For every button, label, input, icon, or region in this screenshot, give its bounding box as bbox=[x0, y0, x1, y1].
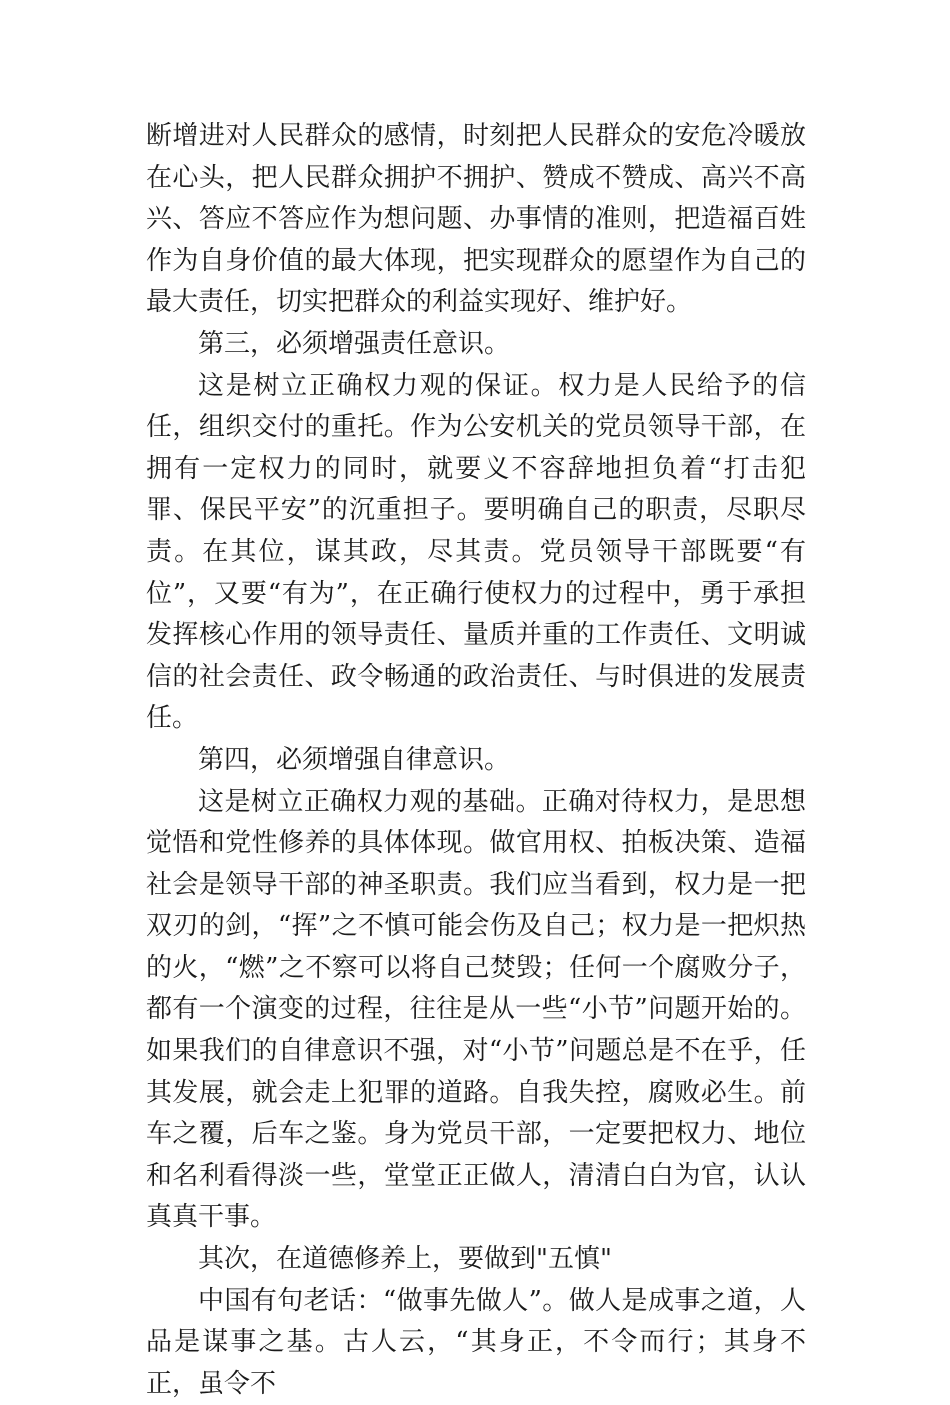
paragraph-proverb: 中国有句老话：“做事先做人”。做人是成事之道，人品是谋事之基。古人云，“其身正，不令而行；其身不正，虽令不 bbox=[146, 1285, 806, 1399]
paragraph-self-discipline: 这是树立正确权力观的基础。正确对待权力，是思想觉悟和党性修养的具体体现。做官用权、拍板决策、造福社会是领导干部的神圣职责。我们应当看到，权力是一把双刃的剑，“挥”之不慎可能会伤及自己；权力是一把炽热的火，“燃”之不察可以将自己焚毁；任何一个腐败分子，都有一个演变的过程，往往是从一些“小节”问题开始的。如果我们的自律意识不强，对“小节”问题总是不在乎，任其发展，就会走上犯罪的道路。自我失控，腐败必生。前车之覆，后车之鉴。身为党员干部，一定要把权力、地位和名利看得淡一些，堂堂正正做人，清清白白为官，认认真真干事。 bbox=[146, 786, 806, 1233]
heading-moral-cultivation: 其次，在道德修养上，要做到"五慎" bbox=[198, 1244, 612, 1275]
heading-fourth-point: 第四，必须增强自律意识。 bbox=[198, 744, 511, 775]
paragraph-continuation: 断增进对人民群众的感情，时刻把人民群众的安危冷暖放在心头，把人民群众拥护不拥护、赞成不赞成、高兴不高兴、答应不答应作为想问题、办事情的准则，把造福百姓作为自身价值的最大体现，把实现群众的愿望作为自己的最大责任，切实把群众的利益实现好、维护好。 bbox=[146, 121, 806, 318]
document-body bbox=[146, 116, 806, 1405]
heading-third-point: 第三，必须增强责任意识。 bbox=[198, 328, 511, 359]
paragraph-responsibility: 这是树立正确权力观的保证。权力是人民给予的信任，组织交付的重托。作为公安机关的党员领导干部，在拥有一定权力的同时，就要义不容辞地担负着“打击犯罪、保民平安”的沉重担子。要明确自己的职责，尽职尽责。在其位，谋其政，尽其责。党员领导干部既要“有位”，又要“有为”，在正确行使权力的过程中，勇于承担发挥核心作用的领导责任、量质并重的工作责任、文明诚信的社会责任、政令畅通的政治责任、与时俱进的发展责任。 bbox=[146, 370, 806, 734]
